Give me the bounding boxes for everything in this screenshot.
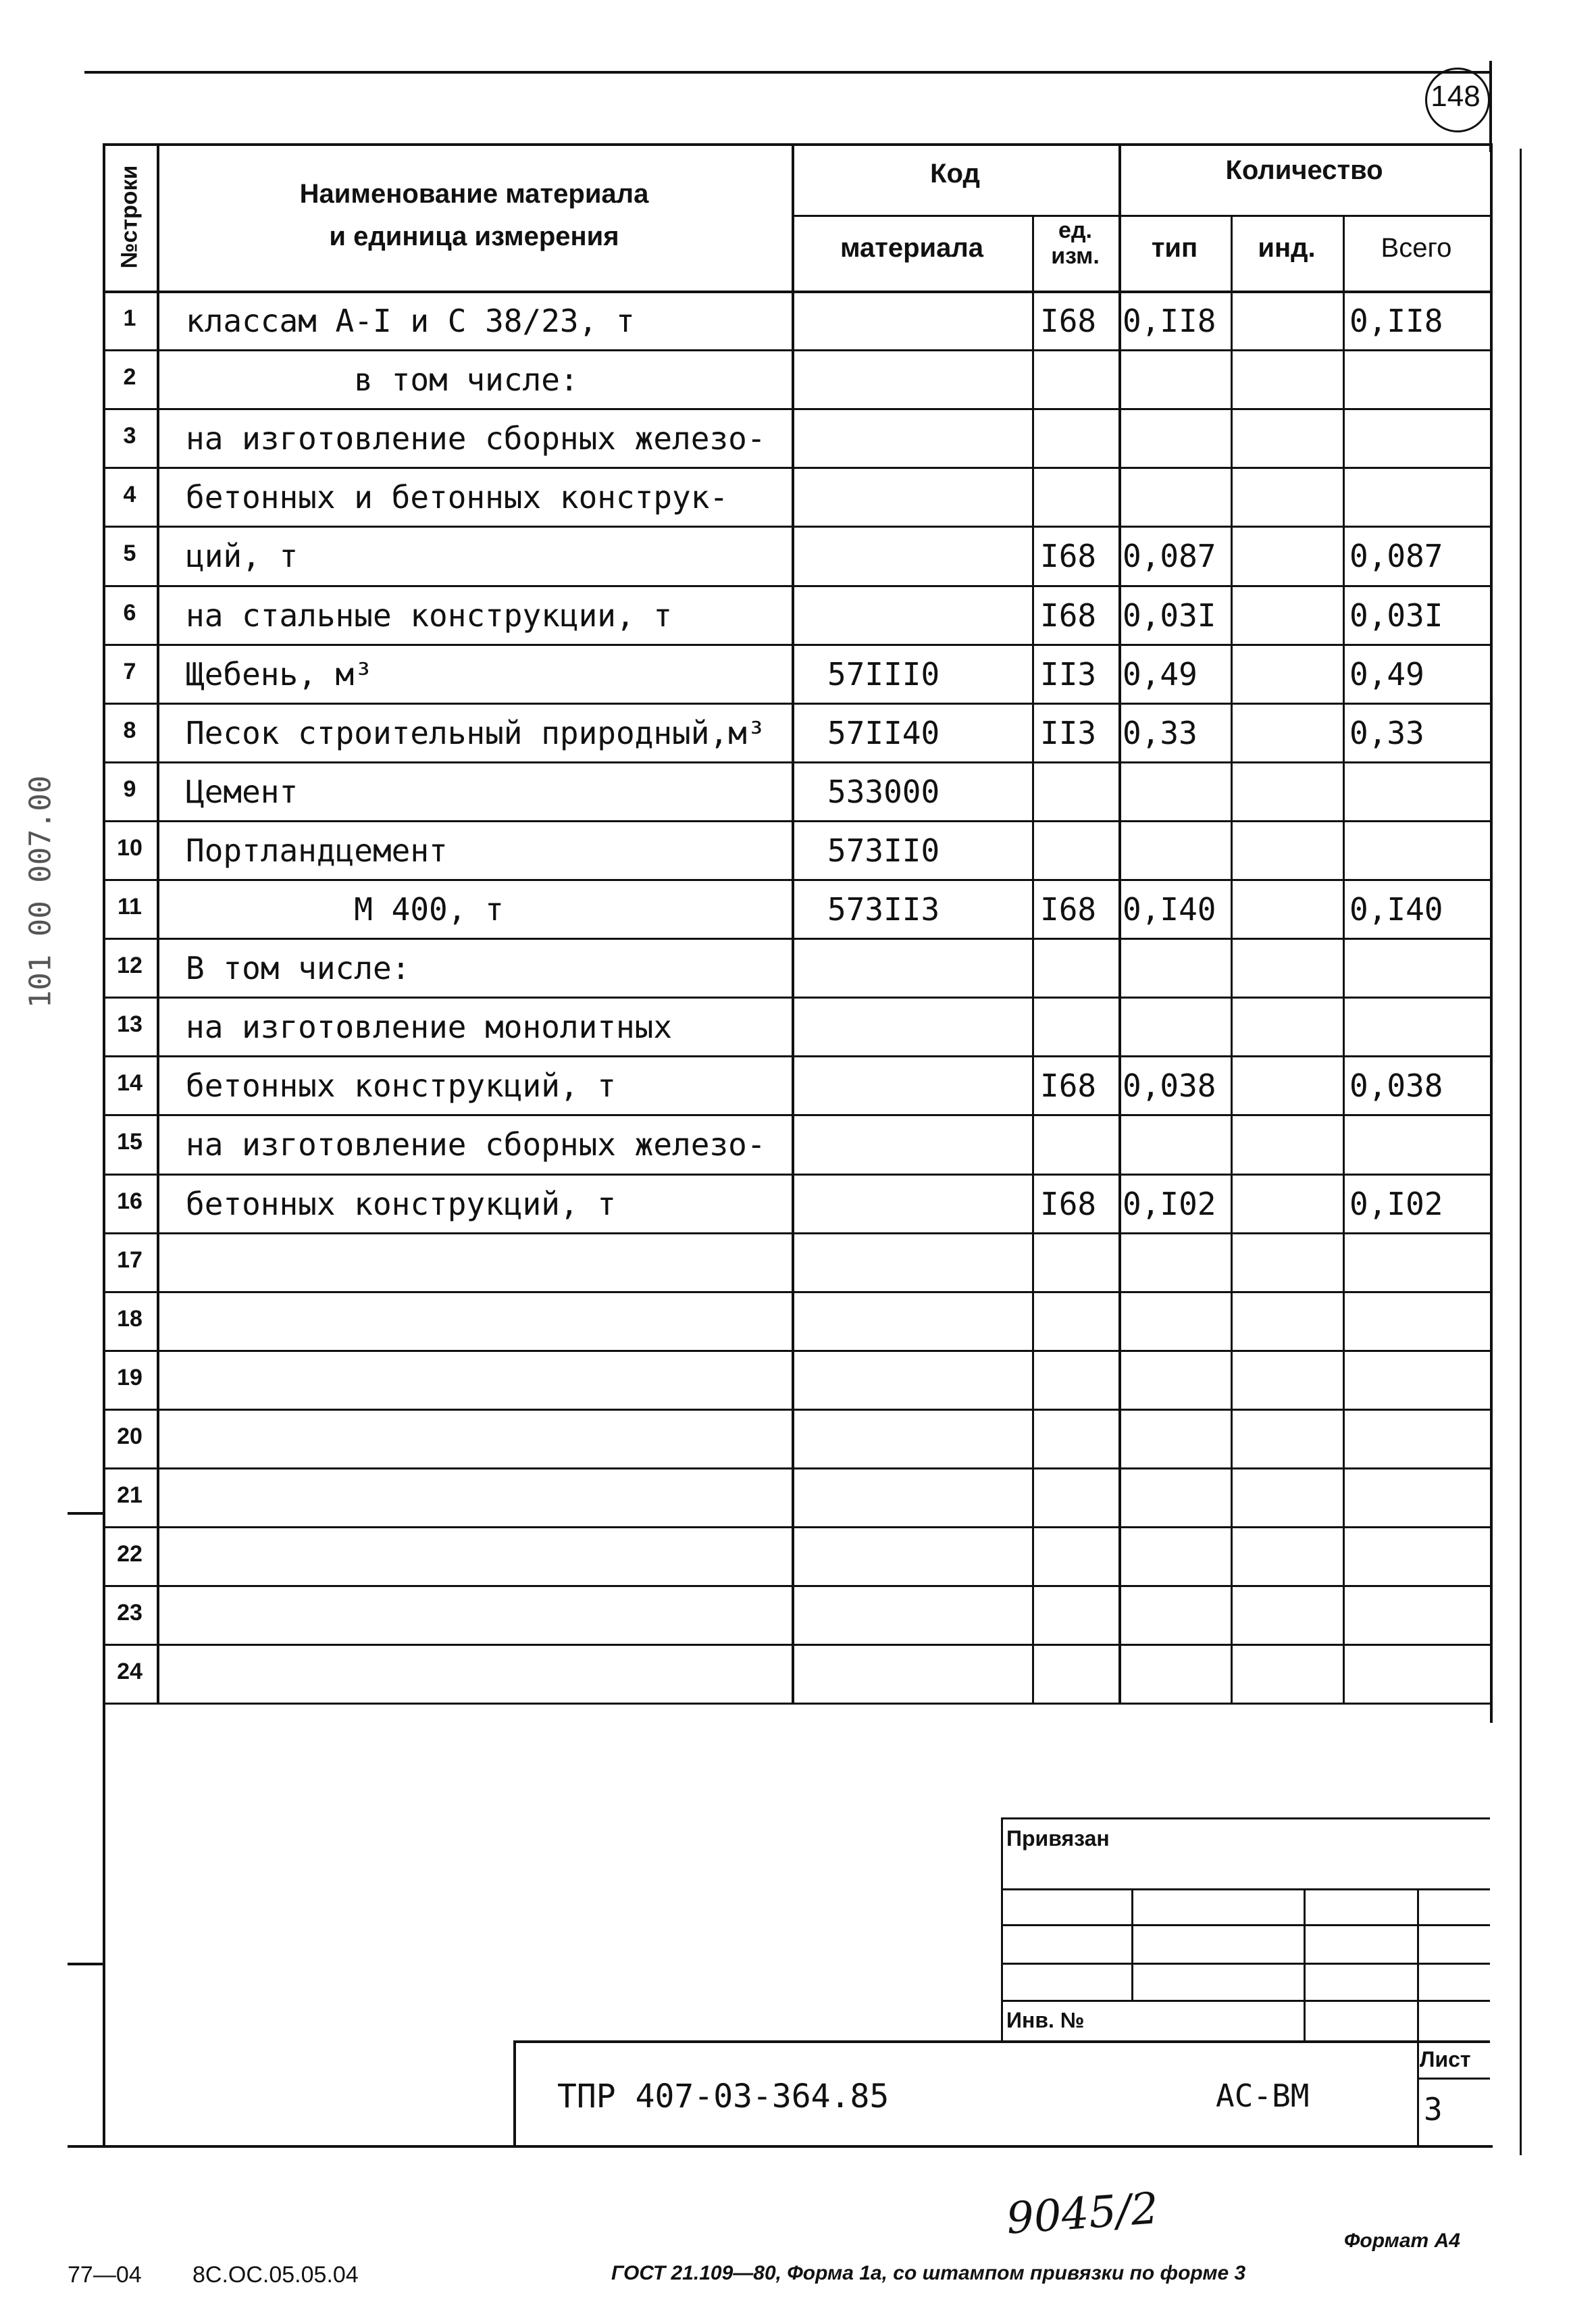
row-line [103, 703, 1490, 705]
header-quantity: Количество [1225, 155, 1383, 185]
row-line [103, 526, 1490, 528]
row-type: 0,II8 [1123, 303, 1216, 339]
row-number: 9 [123, 776, 136, 802]
row-name: Песок строительный природный,м³ [186, 714, 766, 751]
header-row-no: №строки [116, 165, 143, 269]
row-line [103, 1703, 1490, 1705]
stamp-col-1 [1131, 1888, 1133, 2000]
row-unit: II3 [1040, 714, 1097, 751]
handwritten-number: 9045/2 [1004, 2184, 1160, 2244]
header-ind: инд. [1258, 233, 1316, 263]
row-type: 0,33 [1123, 714, 1198, 751]
row-number: 21 [117, 1482, 143, 1508]
footer-left-code: 77—04 [68, 2262, 142, 2288]
row-line [103, 1585, 1490, 1587]
row-line [103, 585, 1490, 587]
row-unit: I68 [1040, 303, 1097, 339]
row-unit: II3 [1040, 655, 1097, 693]
right-border-top [1489, 61, 1492, 152]
row-unit: I68 [1040, 1067, 1097, 1105]
row-name: Портландцемент [186, 832, 448, 869]
row-number: 2 [123, 364, 136, 391]
header-bottom-line [103, 291, 1490, 293]
row-total: 0,I40 [1349, 891, 1443, 928]
title-block-left [513, 2040, 516, 2145]
row-unit: I68 [1040, 597, 1097, 634]
row-number: 23 [117, 1600, 143, 1626]
row-name: в том числе: [186, 361, 579, 399]
row-number: 6 [123, 599, 136, 626]
row-number: 11 [118, 894, 142, 920]
row-name: Щебень, м³ [186, 655, 373, 693]
row-line [103, 1467, 1490, 1469]
row-line [103, 1232, 1490, 1234]
row-number: 16 [117, 1188, 143, 1214]
top-border-line [84, 71, 1489, 74]
footer-format: Формат А4 [1344, 2230, 1460, 2252]
row-type: 0,I40 [1123, 891, 1216, 928]
stamp-inv-no: Инв. № [1006, 2008, 1085, 2032]
row-line [103, 820, 1490, 822]
row-unit: I68 [1040, 891, 1097, 928]
row-line [103, 997, 1490, 999]
row-number: 7 [123, 658, 136, 684]
col-line-unit [1032, 215, 1034, 1703]
row-code: 533000 [827, 773, 940, 810]
row-total: 0,49 [1349, 655, 1424, 693]
row-line [103, 1174, 1490, 1176]
sheet-cell-divider [1417, 2078, 1490, 2080]
row-number: 4 [123, 482, 136, 508]
row-line [103, 761, 1490, 763]
row-number: 18 [117, 1305, 143, 1332]
row-number: 8 [123, 717, 136, 743]
stamp-left-line [1001, 1817, 1003, 2040]
row-total: 0,33 [1349, 714, 1424, 751]
right-outer-line [1520, 149, 1522, 2155]
row-number: 20 [117, 1423, 143, 1449]
col-line-qty [1118, 143, 1121, 1703]
stamp-section: АС-ВМ [1216, 2078, 1310, 2114]
stamp-col-3 [1417, 1888, 1419, 2040]
header-row-no-cell [103, 143, 157, 291]
row-name: на изготовление сборных железо- [186, 420, 766, 457]
row-unit: I68 [1040, 538, 1097, 575]
row-line [103, 1644, 1490, 1646]
row-number: 19 [117, 1364, 143, 1390]
row-name: ций, т [186, 538, 299, 575]
col-line-total [1343, 215, 1345, 1703]
stamp-col-2 [1304, 1888, 1306, 2040]
row-type: 0,49 [1123, 655, 1198, 693]
sheet-mark: 148 [1431, 80, 1481, 113]
stamp-designation: ТПР 407-03-364.85 [557, 2078, 890, 2115]
stamp-linked: Привязан [1006, 1826, 1110, 1851]
row-number: 12 [117, 953, 143, 979]
col-line-code [792, 143, 794, 1703]
header-unit-line2: изм. [1051, 243, 1100, 269]
col-line-name [157, 143, 159, 1703]
row-name: бетонных конструкций, т [186, 1185, 616, 1222]
row-line [103, 1350, 1490, 1352]
row-line [103, 879, 1490, 881]
stamp-sheet-label: Лист [1420, 2047, 1471, 2071]
left-tick-2 [68, 1963, 103, 1965]
row-number: 3 [123, 423, 136, 449]
row-name: на изготовление монолитных [186, 1009, 673, 1046]
row-number: 1 [123, 305, 136, 331]
row-unit: I68 [1040, 1185, 1097, 1222]
stamp-sheet-value: 3 [1424, 2091, 1443, 2128]
row-number: 15 [117, 1129, 143, 1155]
row-code: 57II40 [827, 714, 940, 751]
row-number: 14 [117, 1070, 143, 1097]
row-number: 13 [117, 1011, 143, 1038]
row-type: 0,038 [1123, 1067, 1216, 1105]
sheet-cell-left [1417, 2040, 1419, 2145]
row-number: 10 [117, 834, 143, 861]
row-line [103, 938, 1490, 940]
row-line [103, 1114, 1490, 1116]
header-total: Всего [1381, 233, 1452, 263]
table-top-line [103, 143, 1490, 146]
header-unit-line1: ед. [1058, 218, 1092, 243]
row-line [103, 644, 1490, 646]
bottom-frame-line [68, 2145, 1493, 2148]
row-type: 0,I02 [1123, 1185, 1216, 1222]
row-name: Цемент [186, 773, 299, 810]
row-line [103, 408, 1490, 410]
footer-gost: ГОСТ 21.109—80, Форма 1а, со штампом привязки по форме 3 [611, 2262, 1246, 2284]
row-name: бетонных и бетонных конструк- [186, 479, 729, 516]
row-code: 57III0 [827, 655, 940, 693]
row-name: на стальные конструкции, т [186, 597, 673, 634]
col-line-ind [1231, 215, 1233, 1703]
left-tick-1 [68, 1512, 103, 1515]
row-total: 0,038 [1349, 1067, 1443, 1105]
row-name: классам А-I и С 38/23, т [186, 303, 635, 339]
header-code: Код [930, 159, 980, 188]
header-name-line2: и единица измерения [329, 222, 619, 251]
row-line [103, 467, 1490, 469]
row-line [103, 1526, 1490, 1528]
row-name: В том числе: [186, 950, 411, 987]
row-type: 0,03I [1123, 597, 1216, 634]
header-name-line1: Наименование материала [299, 179, 649, 209]
table-right-line [1490, 143, 1493, 1723]
row-number: 22 [117, 1541, 143, 1567]
row-name: бетонных конструкций, т [186, 1067, 616, 1105]
row-name: на изготовление сборных железо- [186, 1126, 766, 1163]
row-name: М 400, т [186, 891, 504, 928]
row-code: 573II3 [827, 891, 940, 928]
row-number: 24 [117, 1659, 143, 1685]
row-total: 0,II8 [1349, 303, 1443, 339]
row-line [103, 349, 1490, 351]
row-code: 573II0 [827, 832, 940, 869]
stamp-top-line [1001, 1817, 1490, 1819]
row-line [103, 1409, 1490, 1411]
row-total: 0,087 [1349, 538, 1443, 575]
header-material: материала [840, 233, 984, 263]
row-number: 5 [123, 540, 136, 567]
header-type: тип [1151, 233, 1198, 263]
row-total: 0,I02 [1349, 1185, 1443, 1222]
header-sub-line [792, 215, 1490, 217]
row-line [103, 1055, 1490, 1057]
side-text: 101 00 007.00 [23, 775, 58, 1009]
row-line [103, 1291, 1490, 1293]
footer-doc-code: 8С.ОС.05.05.04 [192, 2262, 359, 2288]
row-type: 0,087 [1123, 538, 1216, 575]
row-number: 17 [117, 1247, 143, 1273]
title-block-top [513, 2040, 1490, 2043]
row-total: 0,03I [1349, 597, 1443, 634]
